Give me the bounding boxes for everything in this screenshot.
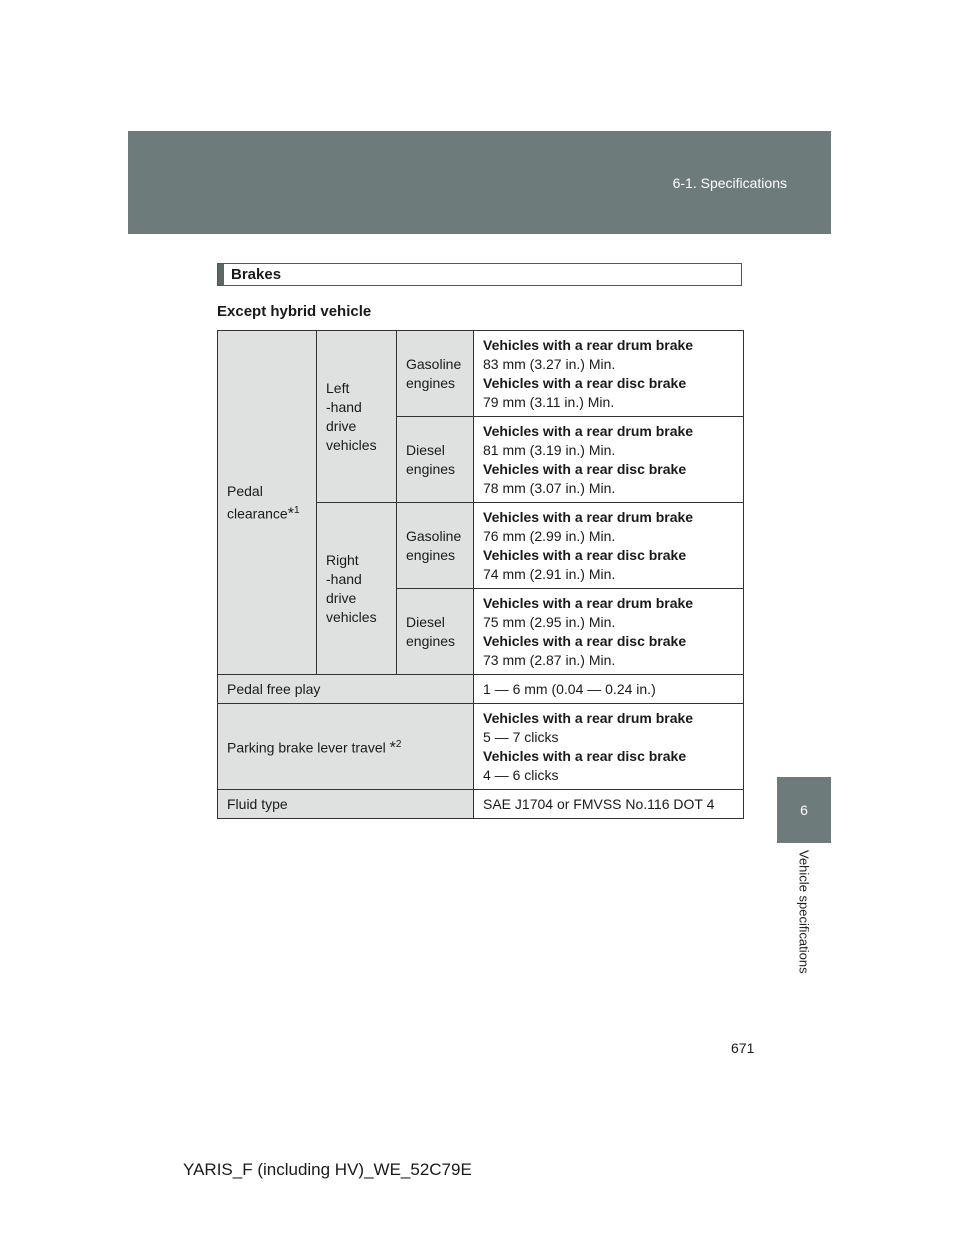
section-heading: 6-1. Specifications: [672, 175, 787, 191]
table-row: [218, 331, 744, 417]
chapter-label: [777, 850, 831, 990]
lh-diesel-label: Diesel engines: [397, 417, 474, 503]
rh-gasoline-label: Gasoline engines: [397, 503, 474, 589]
free-play-label: Pedal free play: [218, 675, 474, 704]
fluid-type-value: SAE J1704 or FMVSS No.116 DOT 4: [474, 790, 744, 819]
table-row: [218, 790, 744, 819]
header-band: [128, 131, 831, 234]
subtitle: Except hybrid vehicle: [217, 303, 372, 320]
lh-diesel-value: Vehicles with a rear drum brake 81 mm (3.19 in.) Min. Vehicles with a rear disc brake 78 mm (3.07 in.) Min.: [474, 417, 744, 503]
chapter-tab[interactable]: [777, 777, 831, 843]
rh-diesel-label: Diesel engines: [397, 589, 474, 675]
lh-gasoline-value: Vehicles with a rear drum brake 83 mm (3.27 in.) Min. Vehicles with a rear disc brake 79 mm (3.11 in.) Min.: [474, 331, 744, 417]
section-title-bar: [217, 263, 742, 286]
lh-gasoline-label: Gasoline engines: [397, 331, 474, 417]
section-accent: [218, 264, 224, 285]
rh-gasoline-value: Vehicles with a rear drum brake 76 mm (2.99 in.) Min. Vehicles with a rear disc brake 74 mm (2.91 in.) Min.: [474, 503, 744, 589]
chapter-number: 6: [800, 802, 808, 818]
page-number: 671: [731, 1040, 755, 1056]
chapter-label-text: Vehicle specifications: [796, 850, 812, 974]
rh-diesel-value: Vehicles with a rear drum brake 75 mm (2.95 in.) Min. Vehicles with a rear disc brake 73 mm (2.87 in.) Min.: [474, 589, 744, 675]
parking-brake-value: Vehicles with a rear drum brake 5 — 7 clicks Vehicles with a rear disc brake 4 — 6 clicks: [474, 704, 744, 790]
document-footer: YARIS_F (including HV)_WE_52C79E: [183, 1160, 472, 1179]
pedal-clearance-label: Pedal clearance*$^1$: [218, 331, 317, 675]
left-hand-label: Left -hand drive vehicles: [317, 331, 397, 503]
section-title: Brakes: [231, 266, 282, 283]
table-row: [218, 704, 744, 790]
table-row: [218, 675, 744, 704]
parking-brake-label: Parking brake lever travel *$^2$: [218, 704, 474, 790]
free-play-value: 1 — 6 mm (0.04 — 0.24 in.): [474, 675, 744, 704]
brake-spec-table: [217, 330, 744, 819]
fluid-type-label: Fluid type: [218, 790, 474, 819]
right-hand-label: Right -hand drive vehicles: [317, 503, 397, 675]
